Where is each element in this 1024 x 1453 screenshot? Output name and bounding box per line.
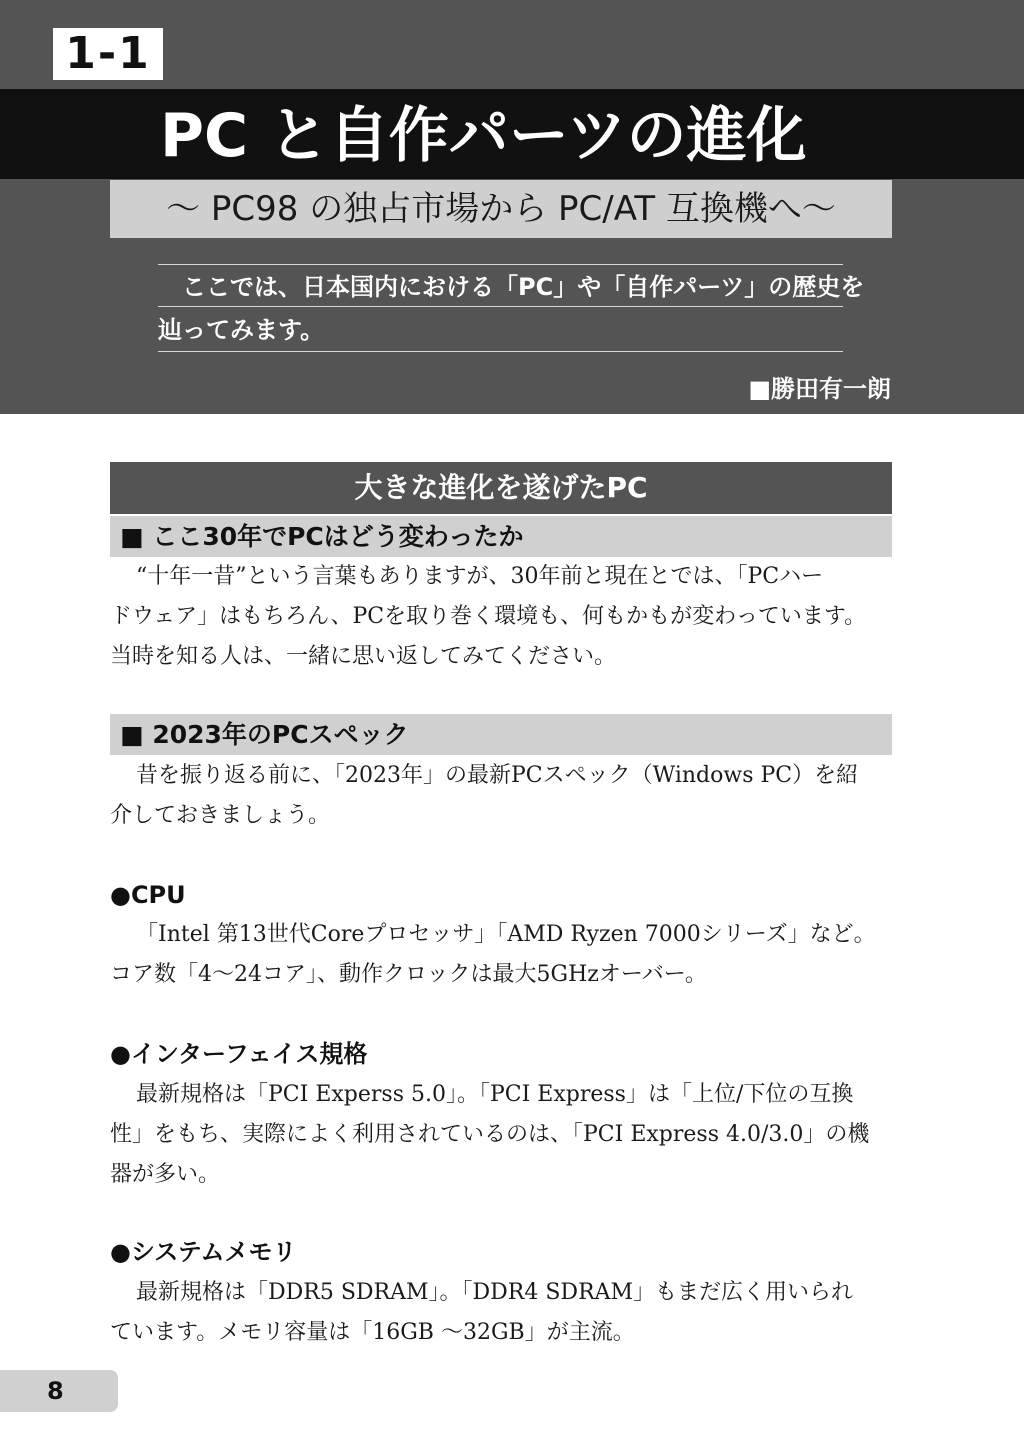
paragraph-line: “十年一昔”という言葉もありますが、30年前と現在とでは、「PCハー xyxy=(136,564,824,589)
paragraph-memory xyxy=(110,1273,910,1353)
paragraph-line: コア数「4～24コア」、動作クロックは最大5GHzオーバー。 xyxy=(110,962,707,987)
paragraph-30-years xyxy=(110,557,910,677)
paragraph-line: 器が多い。 xyxy=(110,1162,221,1187)
chapter-title: PC と自作パーツの進化 xyxy=(160,101,807,171)
item-heading-memory: ●システムメモリ xyxy=(110,1238,297,1266)
item-heading-interface: ●インターフェイス規格 xyxy=(110,1040,368,1068)
lead-text-line-1: ここでは、日本国内における「PC」や「自作パーツ」の歴史を xyxy=(182,273,865,301)
paragraph-line: 性」をもち、実際によく利用されているのは、「PCI Express 4.0/3.0」の機 xyxy=(110,1122,870,1147)
paragraph-line: 最新規格は「PCI Experss 5.0」。「PCI Express」は「上位/下位の互換 xyxy=(136,1082,854,1107)
paragraph-cpu xyxy=(110,915,910,995)
paragraph-line: 「Intel 第13世代Coreプロセッサ」「AMD Ryzen 7000シリーズ」など。 xyxy=(136,922,876,947)
chapter-number-badge: 1-1 xyxy=(53,28,163,80)
lead-box xyxy=(158,264,865,352)
item-heading-cpu: ●CPU xyxy=(110,881,186,909)
chapter-subtitle: ～ PC98 の独占市場から PC/AT 互換機へ～ xyxy=(110,180,892,238)
author-name: ■勝田有一朗 xyxy=(748,375,891,403)
paragraph-line: 最新規格は「DDR5 SDRAM」。「DDR4 SDRAM」もまだ広く用いられ xyxy=(136,1280,854,1305)
paragraph-interface xyxy=(110,1075,910,1195)
subheading-2023-spec: ■ 2023年のPCスペック xyxy=(110,714,892,755)
page-number: 8 xyxy=(47,1377,64,1405)
paragraph-line: ドウェア」はもちろん、PCを取り巻く環境も、何もかもが変わっています。 xyxy=(110,604,867,629)
subheading-30-years: ■ ここ30年でPCはどう変わったか xyxy=(110,516,892,557)
lead-text-line-2: 辿ってみます。 xyxy=(158,316,325,344)
section-heading: 大きな進化を遂げたPC xyxy=(110,462,892,514)
paragraph-line: ています。メモリ容量は「16GB ～32GB」が主流。 xyxy=(110,1320,635,1345)
paragraph-line: 当時を知る人は、一緒に思い返してみてください。 xyxy=(110,644,617,669)
paragraph-line: 昔を振り返る前に、「2023年」の最新PCスペック（Windows PC）を紹 xyxy=(136,763,859,788)
paragraph-2023-spec xyxy=(110,756,910,836)
paragraph-line: 介しておきましょう。 xyxy=(110,803,331,828)
